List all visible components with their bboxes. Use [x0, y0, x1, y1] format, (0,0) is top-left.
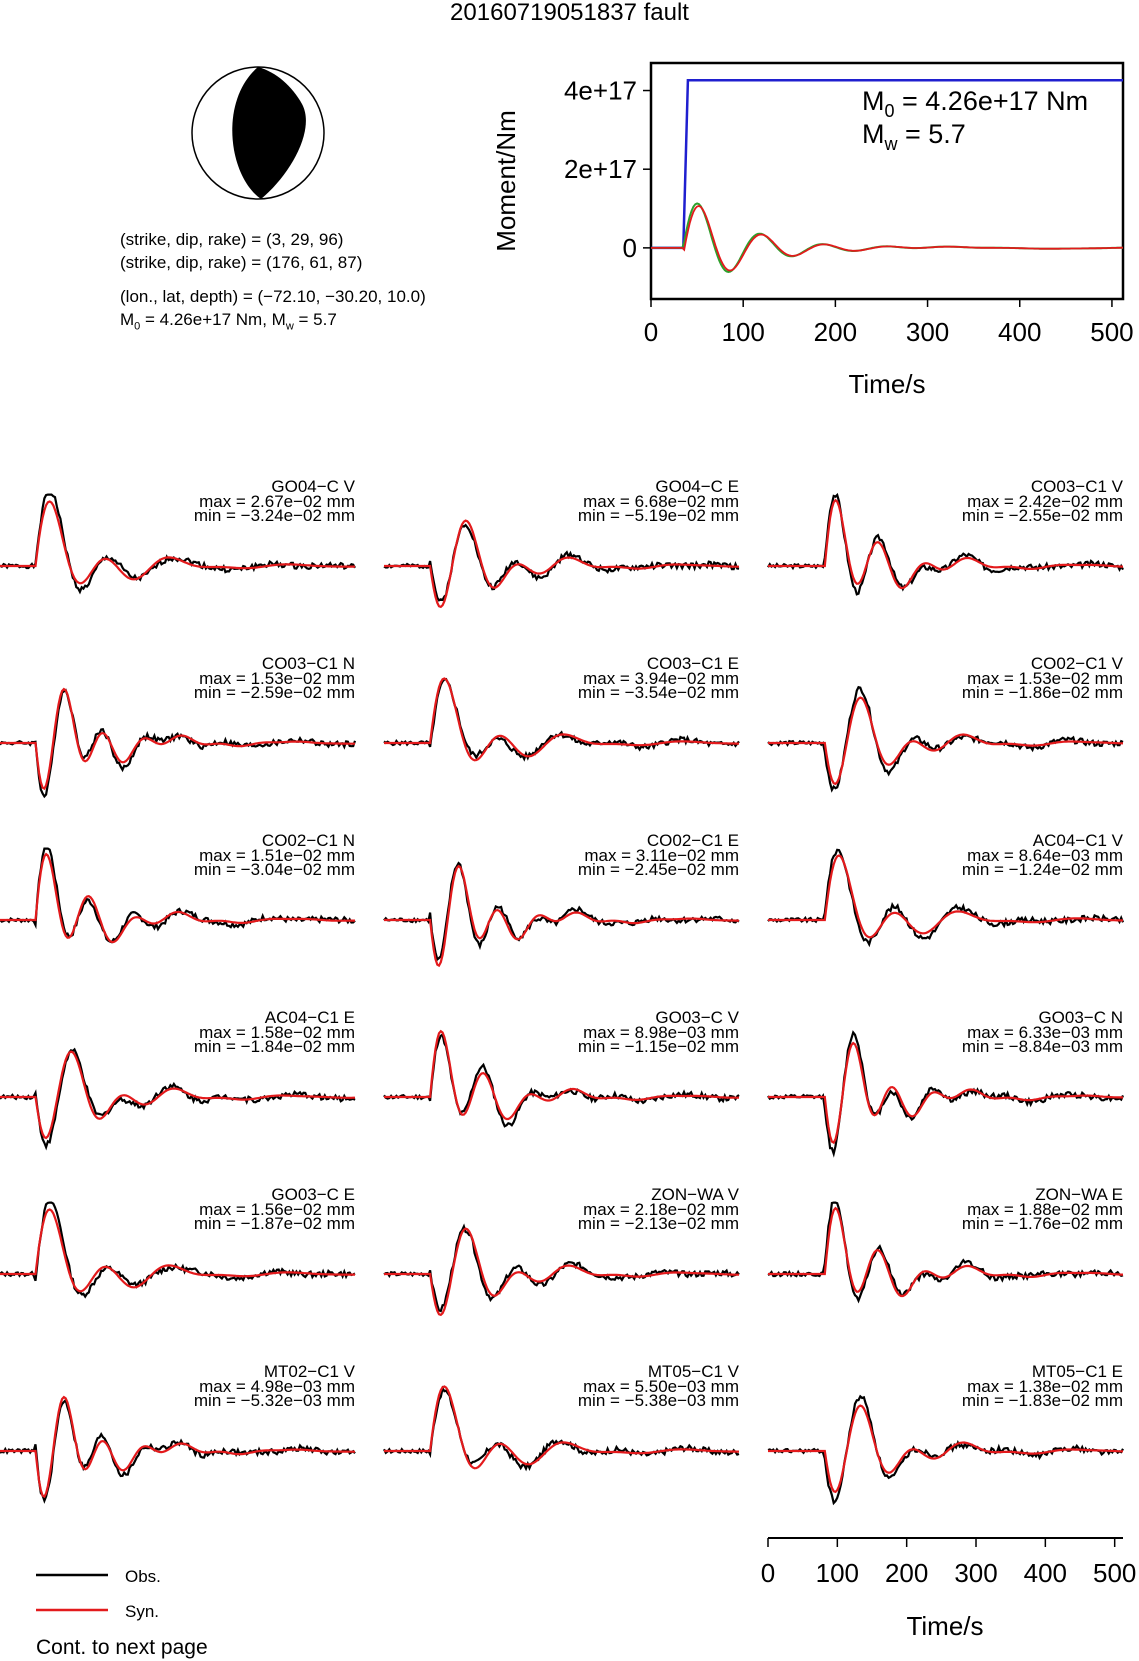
station-min: min = −1.76e−02 mm: [961, 1214, 1123, 1233]
station-panel: [384, 477, 739, 607]
station-min: min = −1.15e−02 mm: [577, 1037, 739, 1056]
station-panel: [384, 1185, 740, 1315]
synthetic-trace: [0, 689, 355, 789]
station-label: CO03−C1 E: [646, 654, 739, 673]
station-panel: [384, 831, 739, 966]
synthetic-trace: [384, 866, 739, 966]
station-min: min = −5.38e−03 mm: [577, 1391, 739, 1410]
event-location: (lon., lat, depth) = (−72.10, −30.20, 10.0): [120, 287, 426, 306]
waveform-xtick-label: 0: [760, 1558, 776, 1588]
waveform-time-axis: [761, 1538, 1137, 1588]
station-panel: [768, 654, 1124, 790]
station-min: min = −1.84e−02 mm: [193, 1037, 355, 1056]
observed-trace: [768, 687, 1123, 790]
station-min: min = −2.45e−02 mm: [577, 860, 739, 879]
station-min: min = −5.19e−02 mm: [577, 506, 739, 525]
station-min: min = −1.24e−02 mm: [961, 860, 1123, 879]
station-panel: [768, 831, 1124, 944]
station-label: MT05−C1 V: [647, 1362, 739, 1381]
station-label: GO03−C N: [1038, 1008, 1123, 1027]
station-label: GO03−C E: [271, 1185, 355, 1204]
moment-ytick-label: 4e+17: [563, 75, 637, 106]
station-panel: [0, 1008, 355, 1147]
moment-rate-red: [651, 206, 1123, 271]
station-panel: [0, 831, 355, 942]
synthetic-trace: [768, 1406, 1123, 1492]
moment-xtick-label: 100: [721, 317, 765, 347]
moment-xlabel: Time/s: [848, 369, 926, 399]
moment-plot-ticks: [564, 76, 1134, 347]
station-label: GO04−C E: [655, 477, 739, 496]
station-max: max = 2.18e−02 mm: [583, 1200, 739, 1219]
station-min: min = −3.54e−02 mm: [577, 683, 739, 702]
moment-xtick-label: 0: [643, 317, 659, 347]
moment-xtick-label: 500: [1090, 317, 1134, 347]
station-label: CO03−C1 V: [1030, 477, 1123, 496]
station-min: min = −8.84e−03 mm: [961, 1037, 1123, 1056]
legend-obs-label: Obs.: [125, 1567, 161, 1586]
station-panel: [0, 654, 355, 796]
moment-xtick-label: 400: [998, 317, 1042, 347]
station-min: min = −1.87e−02 mm: [193, 1214, 355, 1233]
waveform-xtick-label: 300: [954, 1558, 998, 1588]
station-min: min = −1.86e−02 mm: [961, 683, 1123, 702]
waveform-xlabel: Time/s: [906, 1611, 984, 1641]
station-panel: [768, 1362, 1123, 1503]
station-panel: [768, 1185, 1123, 1301]
station-label: ZON−WA E: [1035, 1185, 1123, 1204]
station-label: CO02−C1 N: [261, 831, 355, 850]
station-max: max = 3.94e−02 mm: [583, 669, 739, 688]
moment-xtick-label: 200: [813, 317, 858, 347]
station-max: max = 3.11e−02 mm: [584, 846, 739, 865]
station-panel: [0, 477, 356, 592]
station-panel: [384, 654, 739, 760]
station-label: MT02−C1 V: [263, 1362, 355, 1381]
station-min: min = −2.59e−02 mm: [193, 683, 355, 702]
station-panel: [0, 1362, 356, 1501]
event-moment: $M_0 = 4.26e+17$ Nm, $M_w = 5.7$: [120, 310, 337, 333]
waveform-xtick-label: 500: [1092, 1558, 1137, 1588]
station-max: max = 2.42e−02 mm: [967, 492, 1123, 511]
station-max: max = 1.38e−02 mm: [967, 1377, 1123, 1396]
station-label: MT05−C1 E: [1031, 1362, 1123, 1381]
station-label: GO04−C V: [271, 477, 355, 496]
waveform-grid: [0, 477, 1124, 1503]
station-max: max = 6.33e−03 mm: [967, 1023, 1123, 1042]
waveform-xtick-label: 200: [884, 1558, 929, 1588]
observed-trace: [384, 1226, 739, 1311]
station-label: AC04−C1 E: [264, 1008, 355, 1027]
station-max: max = 8.64e−03 mm: [967, 846, 1123, 865]
station-min: min = −3.04e−02 mm: [193, 860, 355, 879]
moment-ytick-label: 2e+17: [563, 154, 637, 185]
waveform-xtick-label: 400: [1023, 1558, 1068, 1588]
station-max: max = 1.53e−02 mm: [967, 669, 1123, 688]
station-min: min = −2.13e−02 mm: [577, 1214, 739, 1233]
station-max: max = 1.53e−02 mm: [199, 669, 355, 688]
synthetic-trace: [768, 698, 1123, 784]
station-panel: [384, 1362, 740, 1469]
legend-syn-label: Syn.: [125, 1602, 160, 1621]
station-max: max = 1.88e−02 mm: [967, 1200, 1123, 1219]
station-label: ZON−WA V: [651, 1185, 739, 1204]
nodal-plane-1: (strike, dip, rake) = (3, 29, 96): [120, 230, 344, 249]
station-max: max = 1.56e−02 mm: [199, 1200, 355, 1219]
moment-annotation-m0: $M_0 = 4.26e+17$ Nm: [862, 86, 1089, 121]
moment-ylabel: Moment/Nm: [491, 110, 521, 252]
station-min: min = −1.83e−02 mm: [961, 1391, 1123, 1410]
station-max: max = 1.58e−02 mm: [199, 1023, 355, 1042]
nodal-plane-2: (strike, dip, rake) = (176, 61, 87): [120, 253, 363, 272]
station-label: CO02−C1 V: [1030, 654, 1123, 673]
focal-mechanism-beachball: [192, 67, 324, 199]
moment-function-plot: [491, 63, 1134, 399]
station-label: CO02−C1 E: [646, 831, 739, 850]
station-label: CO03−C1 N: [261, 654, 355, 673]
observed-trace: [384, 525, 739, 600]
station-panel: [768, 1008, 1123, 1154]
moment-xtick-label: 300: [905, 317, 950, 347]
station-max: max = 2.67e−02 mm: [199, 492, 355, 511]
waveform-xtick-label: 100: [815, 1558, 860, 1588]
footer-note: Cont. to next page: [36, 1636, 208, 1659]
station-min: min = −3.24e−02 mm: [193, 506, 355, 525]
station-label: GO03−C V: [655, 1008, 739, 1027]
station-max: max = 4.98e−03 mm: [199, 1377, 355, 1396]
station-max: max = 6.68e−02 mm: [583, 492, 739, 511]
station-max: max = 1.51e−02 mm: [199, 846, 355, 865]
page-title: 20160719051837 fault: [450, 0, 689, 26]
moment-ytick-label: 0: [622, 232, 637, 263]
station-panel: [768, 477, 1124, 594]
station-panel: [0, 1185, 355, 1297]
station-panel: [384, 1008, 740, 1126]
legend: [36, 1567, 161, 1621]
station-label: AC04−C1 V: [1032, 831, 1123, 850]
observed-trace: [0, 1050, 355, 1148]
station-min: min = −5.32e−03 mm: [193, 1391, 355, 1410]
station-max: max = 8.98e−03 mm: [583, 1023, 739, 1042]
station-max: max = 5.50e−03 mm: [583, 1377, 739, 1396]
moment-annotation-mw: $M_w = 5.7$: [862, 119, 966, 154]
station-min: min = −2.55e−02 mm: [961, 506, 1123, 525]
